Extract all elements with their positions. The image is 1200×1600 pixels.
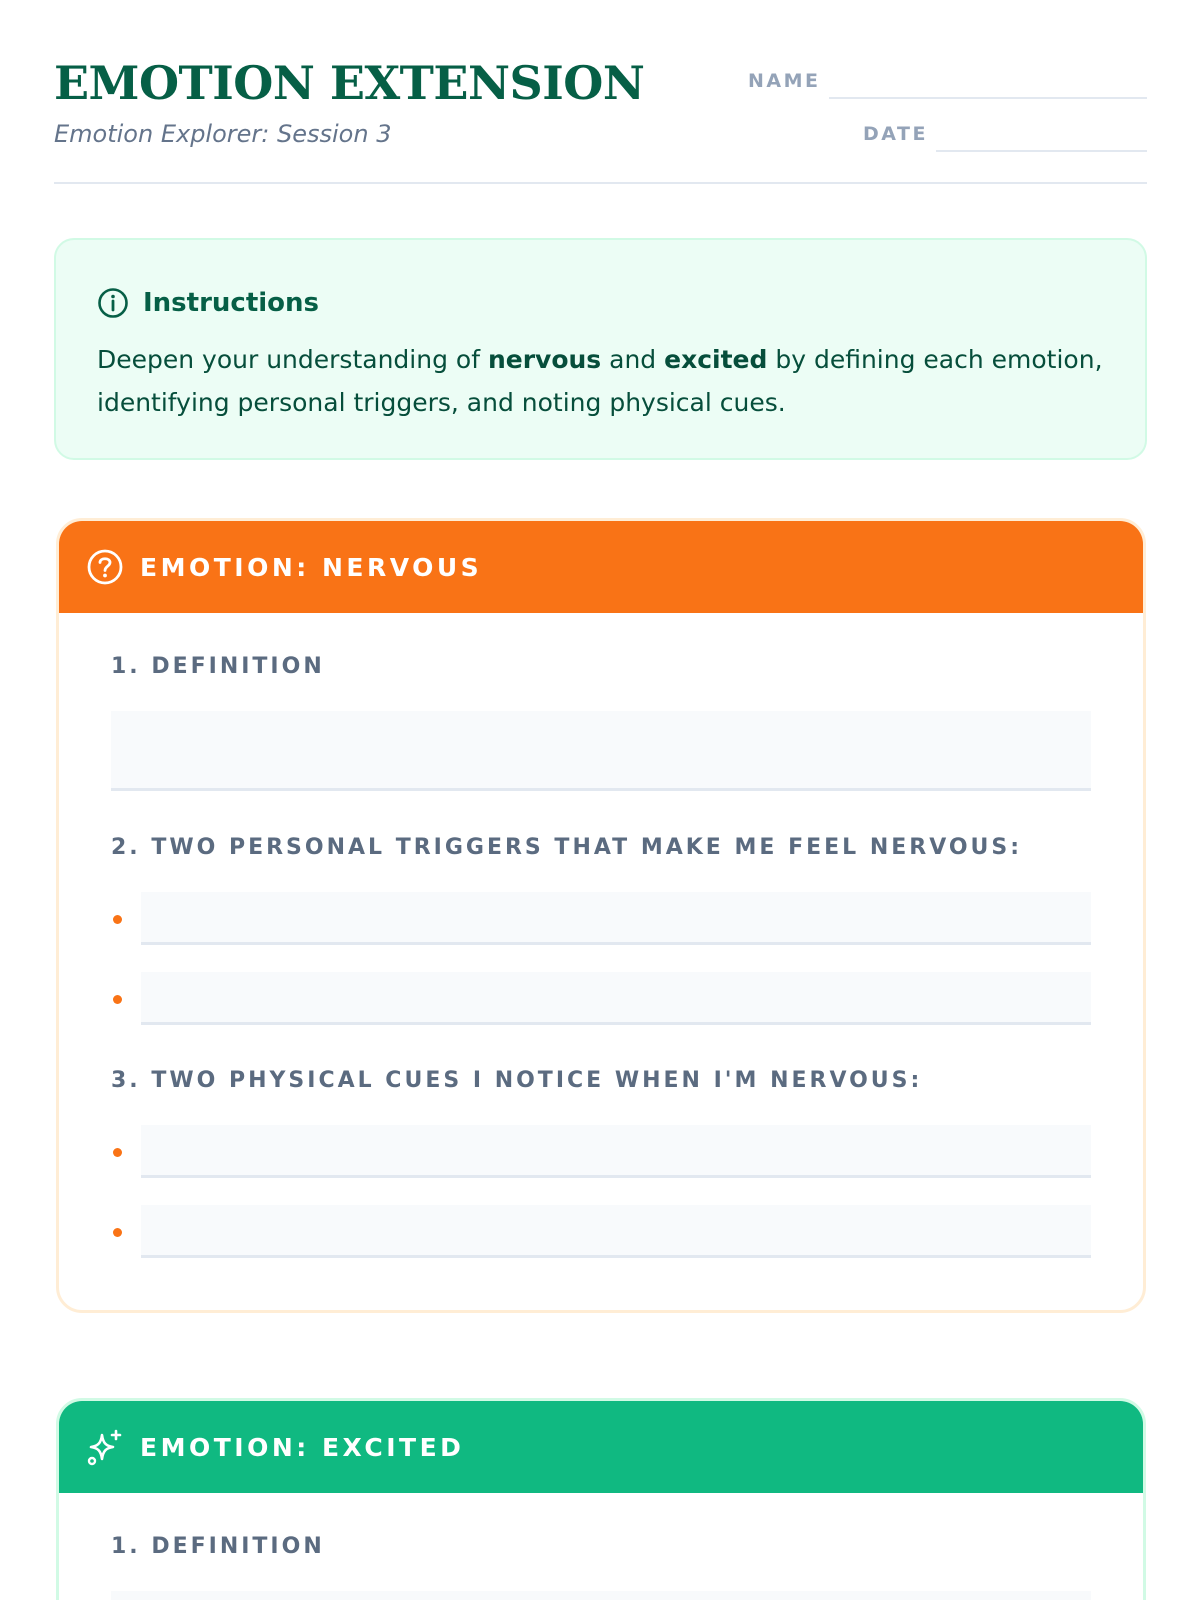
name-field[interactable] [829, 97, 1147, 99]
trigger-answer-field-2[interactable] [141, 972, 1091, 1025]
card-title: EMOTION: EXCITED [140, 1432, 465, 1462]
instructions-text: Deepen your understanding of nervous and excited by defining each emotion, identifying personal triggers, and noting physical cues. [97, 345, 1103, 417]
bullet-dot [113, 1148, 122, 1157]
physical-cues-label: 3. TWO PHYSICAL CUES I NOTICE WHEN I'M NERVOUS: [111, 1068, 923, 1093]
triggers-label: 2. TWO PERSONAL TRIGGERS THAT MAKE ME FEEL NERVOUS: [111, 835, 1023, 860]
trigger-answer-field-1[interactable] [141, 892, 1091, 945]
name-label: NAME [748, 70, 821, 92]
instructions-panel [54, 238, 1147, 460]
date-label: DATE [863, 123, 928, 145]
instructions-title: Instructions [143, 288, 320, 318]
date-field[interactable] [936, 150, 1147, 152]
definition-label: 1. DEFINITION [111, 1534, 325, 1559]
question-circle-icon [86, 548, 124, 586]
instructions-heading [97, 285, 319, 321]
definition-answer-field[interactable] [111, 711, 1091, 791]
page-subtitle: Emotion Explorer: Session 3 [54, 120, 392, 148]
cue-answer-field-2[interactable] [141, 1205, 1091, 1258]
card-header [59, 521, 1143, 613]
emotion-card-excited [56, 1398, 1146, 1600]
emotion-card-nervous [56, 518, 1146, 1313]
bullet-dot [113, 995, 122, 1004]
definition-answer-field[interactable] [111, 1591, 1091, 1600]
cue-answer-field-1[interactable] [141, 1125, 1091, 1178]
bullet-dot [113, 1228, 122, 1237]
card-header [59, 1401, 1143, 1493]
info-icon [97, 287, 129, 319]
emotion-keyword-nervous: nervous [487, 345, 602, 374]
definition-label: 1. DEFINITION [111, 654, 325, 679]
emotion-keyword-excited: excited [664, 345, 768, 374]
worksheet-header [54, 56, 1147, 184]
sparkles-icon [86, 1428, 124, 1466]
page-title: EMOTION EXTENSION [54, 56, 645, 110]
card-title: EMOTION: NERVOUS [140, 552, 483, 582]
bullet-dot [113, 915, 122, 924]
